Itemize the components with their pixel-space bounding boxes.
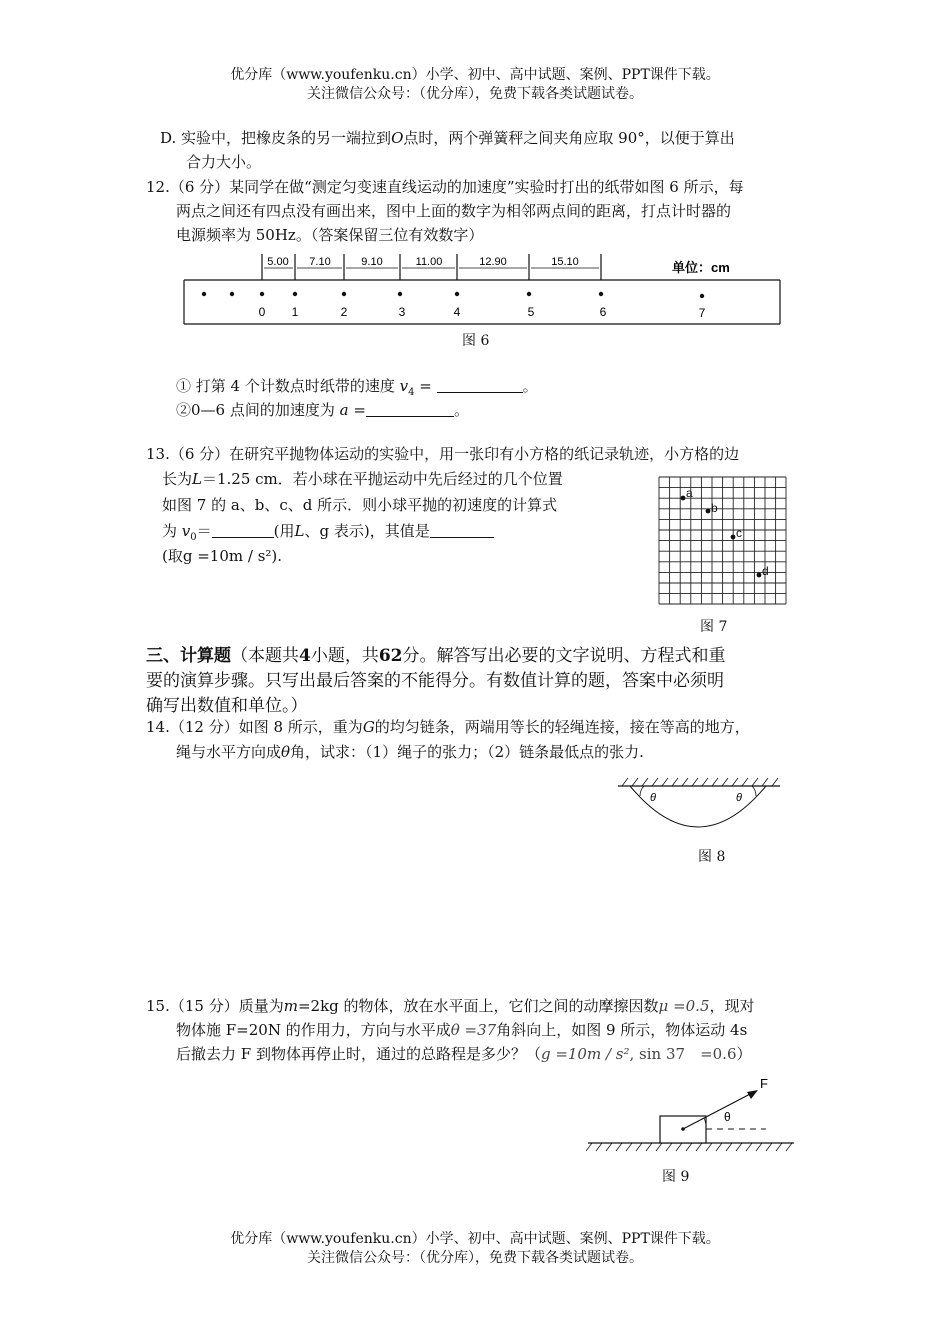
svg-text:a: a <box>686 486 693 500</box>
q14-line2: 绳与水平方向成θ角，试求：（1）绳子的张力；（2）链条最低点的张力. <box>176 743 644 761</box>
grid-point-d <box>757 573 762 578</box>
q13-line3: 如图 7 的 a、b、c、d 所示．则小球平抛的初速度的计算式 <box>162 496 558 514</box>
figure-6-caption: 图 6 <box>462 333 490 349</box>
section-3-line3: 确写出数值和单位。） <box>146 696 308 716</box>
tape-distance-2: 7.10 <box>309 256 331 268</box>
tape-distance-6: 15.10 <box>551 256 579 268</box>
svg-text:d: d <box>762 564 769 578</box>
q13-line2: 长为L＝1.25 cm．若小球在平抛运动中先后经过的几个位置 <box>162 470 563 488</box>
tape-label-0: 0 <box>258 305 266 319</box>
q15-number: 15.（15 分） <box>146 997 239 1015</box>
q15-line3: 后撤去力 F 到物体再停止时，通过的总路程是多少？（g =10m / s², sin 37 =0.6） <box>176 1045 752 1063</box>
tape-distance-3: 9.10 <box>361 256 383 268</box>
q13-line1: 13.（6 分）在研究平抛物体运动的实验中，用一张印有小方格的纸记录轨迹，小方格的边 <box>146 445 740 463</box>
grid-point-c <box>731 535 736 540</box>
section-3-title: 三、计算题 <box>146 646 231 666</box>
q12-sub1: ① 打第 4 个计数点时纸带的速度 $v_4$ = 。 <box>176 377 538 398</box>
tape-label-1: 1 <box>291 305 299 319</box>
tape-dot-4 <box>455 292 459 296</box>
tape-label-4: 4 <box>453 305 461 319</box>
header-line-2: 关注微信公众号：（优分库），免费下载各类试题试卷。 <box>307 86 643 102</box>
answer-blank-acceleration[interactable] <box>366 401 454 417</box>
answer-blank-v0-value[interactable] <box>430 522 494 538</box>
q12-line3: 电源频率为 50Hz。（答案保留三位有效数字） <box>176 226 484 244</box>
footer-line-2: 关注微信公众号：（优分库），免费下载各类试题试卷。 <box>307 1250 643 1266</box>
tape-dot-0 <box>260 292 264 296</box>
tape-dot-2 <box>342 292 346 296</box>
figure-9-block-force <box>586 1076 796 1154</box>
tape-dot-7 <box>700 294 704 298</box>
tape-dot-6 <box>599 292 603 296</box>
section-3-line1: 三、计算题（本题共4小题，共62分。解答写出必要的文字说明、方程式和重 <box>146 646 726 666</box>
tape-distance-5: 12.90 <box>479 256 507 268</box>
figure-8-angle-right: θ <box>736 792 742 804</box>
tape-dot-5 <box>527 292 531 296</box>
tape-label-3: 3 <box>398 305 406 319</box>
figure-8-caption: 图 8 <box>698 849 726 865</box>
svg-text:c: c <box>736 526 742 540</box>
page-footer <box>0 1230 950 1268</box>
tape-label-7: 7 <box>698 306 706 320</box>
page-header <box>0 66 950 104</box>
tape-label-6: 6 <box>599 305 607 319</box>
q12-number: 12.（6 分） <box>146 178 230 196</box>
tape-distance-4: 11.00 <box>415 256 443 268</box>
q14-number: 14.（12 分） <box>146 718 239 736</box>
q13-line5: (取g =10m / s²). <box>162 547 283 565</box>
figure-6-paper-tape <box>176 250 788 328</box>
footer-line-1: 优分库（www.youfenku.cn）小学、初中、高中试题、案例、PPT课件下载。 <box>230 1231 720 1247</box>
figure-7-grid <box>658 476 788 606</box>
q11-option-d-line2: 合力大小。 <box>186 153 262 171</box>
grid-point-a <box>681 496 686 501</box>
q11-option-d-line1: D. 实验中，把橡皮条的另一端拉到O点时，两个弹簧秤之间夹角应取 90°，以便于算出 <box>160 129 735 147</box>
figure-9-force-label: F <box>760 1076 768 1091</box>
figure-8-angle-left: θ <box>650 792 656 804</box>
q14-line1: 14.（12 分）如图 8 所示，重为G的均匀链条，两端用等长的轻绳连接，接在等高的地方， <box>146 718 750 736</box>
header-line-1: 优分库（www.youfenku.cn）小学、初中、高中试题、案例、PPT课件下载。 <box>230 67 720 83</box>
svg-text:b: b <box>711 501 718 515</box>
answer-blank-v4[interactable] <box>437 377 523 393</box>
tape-distance-1: 5.00 <box>267 256 289 268</box>
tape-dot-extra-1 <box>202 292 206 296</box>
tape-dot-1 <box>293 292 297 296</box>
tape-dot-3 <box>398 292 402 296</box>
q12-line2: 两点之间还有四点没有画出来，图中上面的数字为相邻两点间的距离，打点计时器的 <box>176 202 732 220</box>
q15-line1: 15.（15 分）质量为m=2kg 的物体，放在水平面上，它们之间的动摩擦因数μ =0.5，现对 <box>146 997 755 1015</box>
tape-label-5: 5 <box>527 305 535 319</box>
q13-line4: 为 $v_0=$ (用L、g 表示)，其值是 <box>162 520 494 549</box>
figure-9-angle-label: θ <box>724 1110 731 1124</box>
q15-line2: 物体施 F=20N 的作用力，方向与水平成θ =37角斜向上，如图 9 所示，物体运动 4s <box>176 1021 748 1039</box>
figure-8-chain <box>616 776 782 836</box>
tape-dot-extra-2 <box>230 292 234 296</box>
tape-label-2: 2 <box>340 305 348 319</box>
section-3-line2: 要的演算步骤。只写出最后答案的不能得分。有数值计算的题，答案中必须明 <box>146 671 724 691</box>
tape-unit: 单位：cm <box>672 260 730 275</box>
figure-7-caption: 图 7 <box>700 619 728 635</box>
answer-blank-v0-formula[interactable] <box>212 522 274 538</box>
grid-point-b <box>706 509 711 514</box>
q13-number: 13.（6 分） <box>146 445 230 463</box>
q11-option-d-label: D. <box>160 129 177 147</box>
q12-line1: 12.（6 分）某同学在做“测定匀变速直线运动的加速度”实验时打出的纸带如图 6 所示，每 <box>146 178 744 196</box>
figure-9-caption: 图 9 <box>662 1169 690 1185</box>
q12-sub2: ②0—6 点间的加速度为 a = 。 <box>176 401 469 419</box>
